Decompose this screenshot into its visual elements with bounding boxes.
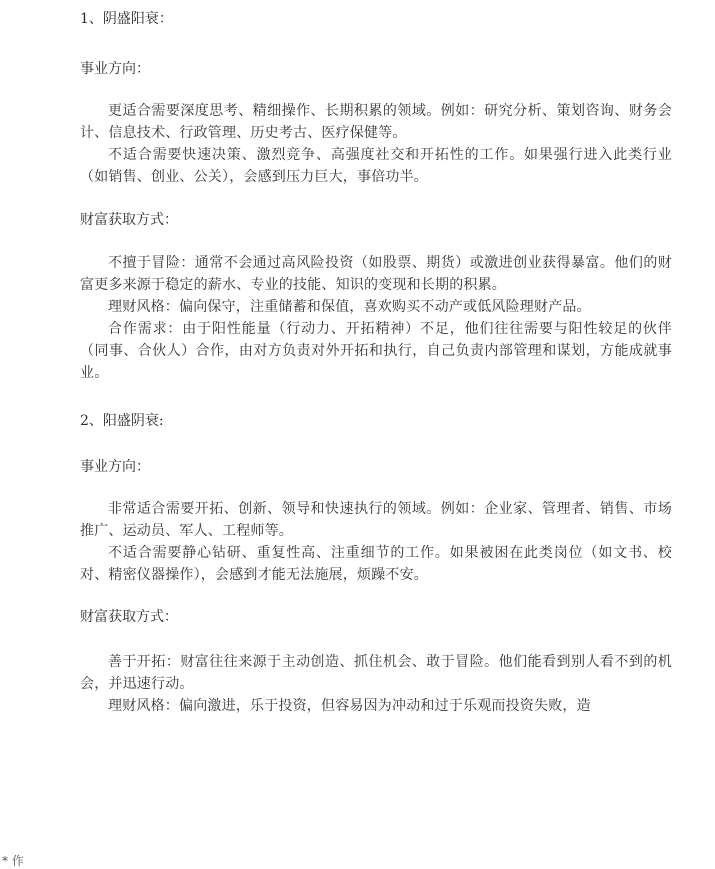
section-2-career-heading: 事业方向： (80, 459, 150, 475)
section-1-wealth-paragraph-1: 不擅于冒险：通常不会通过高风险投资（如股票、期货）或激进创业获得暴富。他们的财富更多来源于稳定的薪水、专业的技能、知识的变现和长期的积累。 (80, 255, 672, 293)
section-1-wealth-paragraph-3: 合作需求：由于阳性能量（行动力、开拓精神）不足，他们往往需要与阳性较足的伙伴（同事、合伙人）合作，由对方负责对外开拓和执行，自己负责内部管理和谋划，方能成就事业。 (80, 321, 672, 381)
section-2-career-paragraph-1: 非常适合需要开拓、创新、领导和快速执行的领域。例如：企业家、管理者、销售、市场推广、运动员、军人、工程师等。 (80, 501, 672, 539)
section-1-wealth-paragraph-2: 理财风格：偏向保守，注重储蓄和保值，喜欢购买不动产或低风险理财产品。 (108, 299, 591, 315)
section-2-wealth-paragraph-1: 善于开拓：财富往往来源于主动创造、抓住机会、敢于冒险。他们能看到别人看不到的机会，并迅速行动。 (80, 654, 672, 692)
section-1-title: 1、阴盛阳衰： (80, 11, 173, 27)
section-1-career-heading: 事业方向： (80, 61, 150, 77)
section-1-career-paragraph-2: 不适合需要快速决策、激烈竞争、高强度社交和开拓性的工作。如果强行进入此类行业（如销售、创业、公关），会感到压力巨大，事倍功半。 (80, 147, 672, 185)
section-1-wealth-heading: 财富获取方式： (80, 212, 178, 228)
section-2-wealth-heading: 财富获取方式： (80, 609, 178, 625)
section-1-career-paragraph-1: 更适合需要深度思考、精细操作、长期积累的领域。例如：研究分析、策划咨询、财务会计、信息技术、行政管理、历史考古、医疗保健等。 (80, 103, 672, 141)
section-2-career-paragraph-2: 不适合需要静心钻研、重复性高、注重细节的工作。如果被困在此类岗位（如文书、校对、精密仪器操作），会感到才能无法施展，烦躁不安。 (80, 545, 672, 583)
section-2-title: 2、阳盛阴衰: (80, 413, 164, 429)
section-2-wealth-paragraph-2: 理财风格：偏向激进，乐于投资，但容易因为冲动和过于乐观而投资失败，造 (108, 698, 591, 714)
page-bottom-fragment: * 作 (2, 854, 24, 868)
